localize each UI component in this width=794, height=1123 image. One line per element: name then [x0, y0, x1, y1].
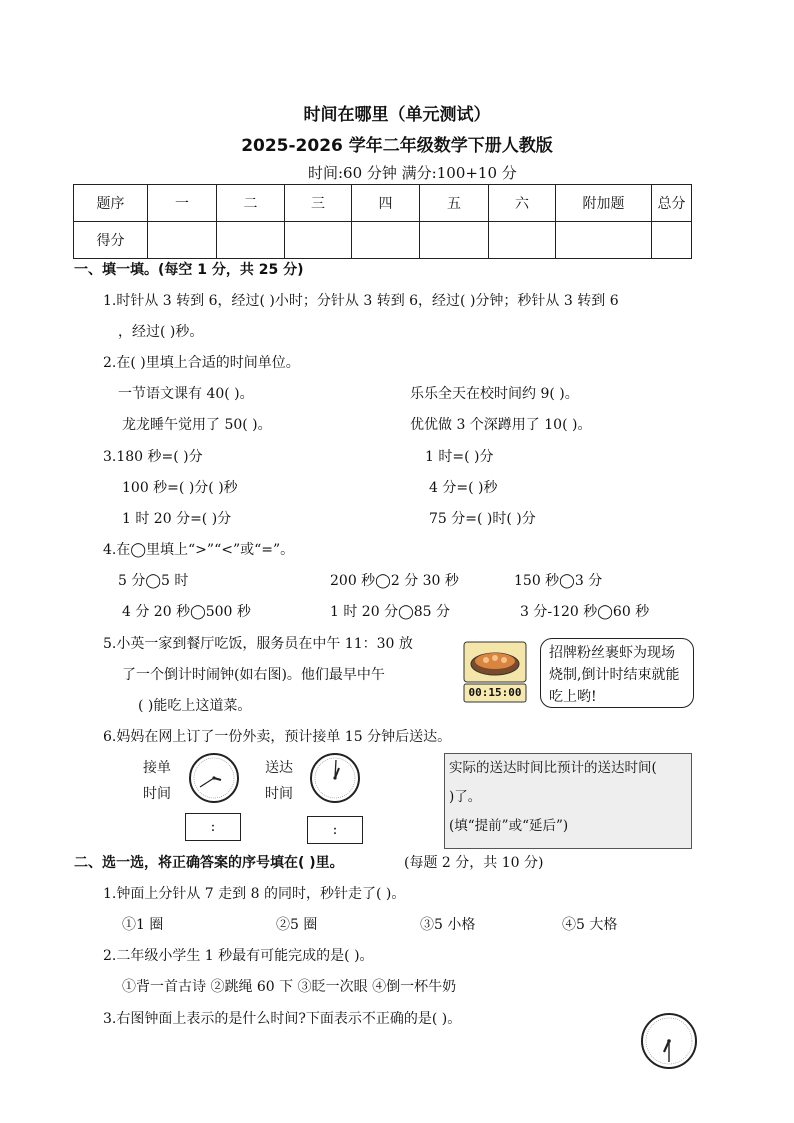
table-cell: 题序: [74, 185, 148, 222]
q6-order-label-2: 时间: [143, 786, 171, 802]
table-cell: 一: [148, 185, 217, 222]
order-clock: [188, 752, 240, 808]
s2-q3-text: 3.右图钟面上表示的是什么时间?下面表示不正确的是( )。: [103, 1011, 462, 1027]
q4-item-f: 3 分-120 秒◯60 秒: [520, 604, 650, 620]
clock-icon: [309, 752, 361, 804]
table-cell: 六: [489, 185, 556, 222]
page-title: 时间在哪里（单元测试）: [303, 105, 491, 125]
q4-item-a: 5 分◯5 时: [118, 573, 189, 589]
section2-heading: 二、选一选，将正确答案的序号填在( )里。: [74, 855, 344, 871]
s2-q2-text: 2.二年级小学生 1 秒最有可能完成的是( )。: [103, 948, 374, 964]
q6-note-box: [444, 753, 692, 849]
clock-icon: [188, 752, 240, 804]
countdown-timer: 00:15:00: [468, 686, 522, 699]
q6-note-line3: (填“提前”或“延后”): [449, 818, 569, 834]
q5-line1: 5.小英一家到餐厅吃饭，服务员在中午 11：30 放: [103, 636, 413, 652]
clock-icon: [640, 1012, 698, 1070]
s2-q1-text: 1.钟面上分针从 7 走到 8 的同时，秒针走了( )。: [103, 886, 406, 902]
score-blank[interactable]: [652, 222, 692, 259]
section1-heading: 一、填一填。(每空 1 分，共 25 分): [74, 262, 304, 278]
score-blank[interactable]: [420, 222, 489, 259]
q3-item-f: 75 分=( )时( )分: [429, 511, 536, 527]
q2-item-c: 龙龙睡午觉用了 50( )。: [122, 417, 272, 433]
s2-q1-option: ①1 圈: [122, 917, 164, 933]
order-time-box[interactable]: :: [185, 813, 241, 841]
score-table-score-row: [74, 222, 692, 259]
table-cell: 总分: [652, 185, 692, 222]
q2-item-d: 优优做 3 个深蹲用了 10( )。: [410, 417, 592, 433]
deliver-time-box[interactable]: :: [307, 816, 363, 844]
q5-line2: 了一个倒计时闹钟(如右图)。他们最早中午: [122, 667, 385, 683]
s2-q1-option: ②5 圈: [276, 917, 318, 933]
q6-text: 6.妈妈在网上订了一份外卖，预计接单 15 分钟后送达。: [103, 729, 452, 745]
score-table: [73, 184, 692, 259]
q1-line1: 1.时针从 3 转到 6，经过( )小时；分针从 3 转到 6，经过( )分钟；秒针从 3 转到 6: [103, 293, 619, 309]
q3-clock: [640, 1012, 698, 1074]
table-cell: 四: [352, 185, 420, 222]
q4-item-d: 4 分 20 秒◯500 秒: [122, 604, 251, 620]
q3-item-a: 3.180 秒=( )分: [103, 449, 203, 465]
score-table-header-row: [74, 185, 692, 222]
section2-heading-score: (每题 2 分，共 10 分): [404, 855, 544, 871]
q4-item-c: 150 秒◯3 分: [514, 573, 603, 589]
page-subtitle: 2025-2026 学年二年级数学下册人教版: [241, 136, 553, 156]
q6-deliver-label-1: 送达: [265, 760, 293, 776]
q3-item-c: 100 秒=( )分( )秒: [122, 480, 238, 496]
score-blank[interactable]: [489, 222, 556, 259]
score-blank[interactable]: [217, 222, 285, 259]
q3-item-b: 1 时=( )分: [425, 449, 494, 465]
s2-q2-options: ①背一首古诗 ②跳绳 60 下 ③眨一次眼 ④倒一杯牛奶: [122, 979, 457, 995]
q2-item-a: 一节语文课有 40( )。: [118, 386, 254, 402]
q5-line3: ( )能吃上这道菜。: [138, 698, 252, 714]
table-cell: 二: [217, 185, 285, 222]
q6-deliver-label-2: 时间: [265, 786, 293, 802]
q6-note-line1: 实际的送达时间比预计的送达时间(: [449, 760, 657, 776]
q6-note-line2: )了。: [449, 789, 482, 805]
table-cell: 得分: [74, 222, 148, 259]
q3-item-d: 4 分=( )秒: [429, 480, 498, 496]
deliver-clock: [309, 752, 361, 808]
table-cell: 三: [285, 185, 352, 222]
score-blank[interactable]: [556, 222, 652, 259]
q4-item-e: 1 时 20 分◯85 分: [330, 604, 451, 620]
table-cell: 五: [420, 185, 489, 222]
speech-bubble: 招牌粉丝裹虾为现场烧制,倒计时结束就能吃上哟!: [540, 638, 694, 708]
q4-text: 4.在◯里填上“>”“<”或“=”。: [103, 542, 295, 558]
time-info: 时间:60 分钟 满分:100+10 分: [308, 164, 517, 182]
q6-order-label-1: 接单: [143, 760, 171, 776]
s2-q1-option: ③5 小格: [420, 917, 476, 933]
q2-text: 2.在( )里填上合适的时间单位。: [103, 355, 300, 371]
table-cell: 附加题: [556, 185, 652, 222]
score-blank[interactable]: [352, 222, 420, 259]
q2-item-b: 乐乐全天在校时间约 9( )。: [410, 386, 579, 402]
score-blank[interactable]: [148, 222, 217, 259]
q4-item-b: 200 秒◯2 分 30 秒: [330, 573, 459, 589]
score-blank[interactable]: [285, 222, 352, 259]
s2-q1-option: ④5 大格: [562, 917, 618, 933]
q1-line2: ，经过( )秒。: [118, 324, 204, 340]
q3-item-e: 1 时 20 分=( )分: [122, 511, 232, 527]
